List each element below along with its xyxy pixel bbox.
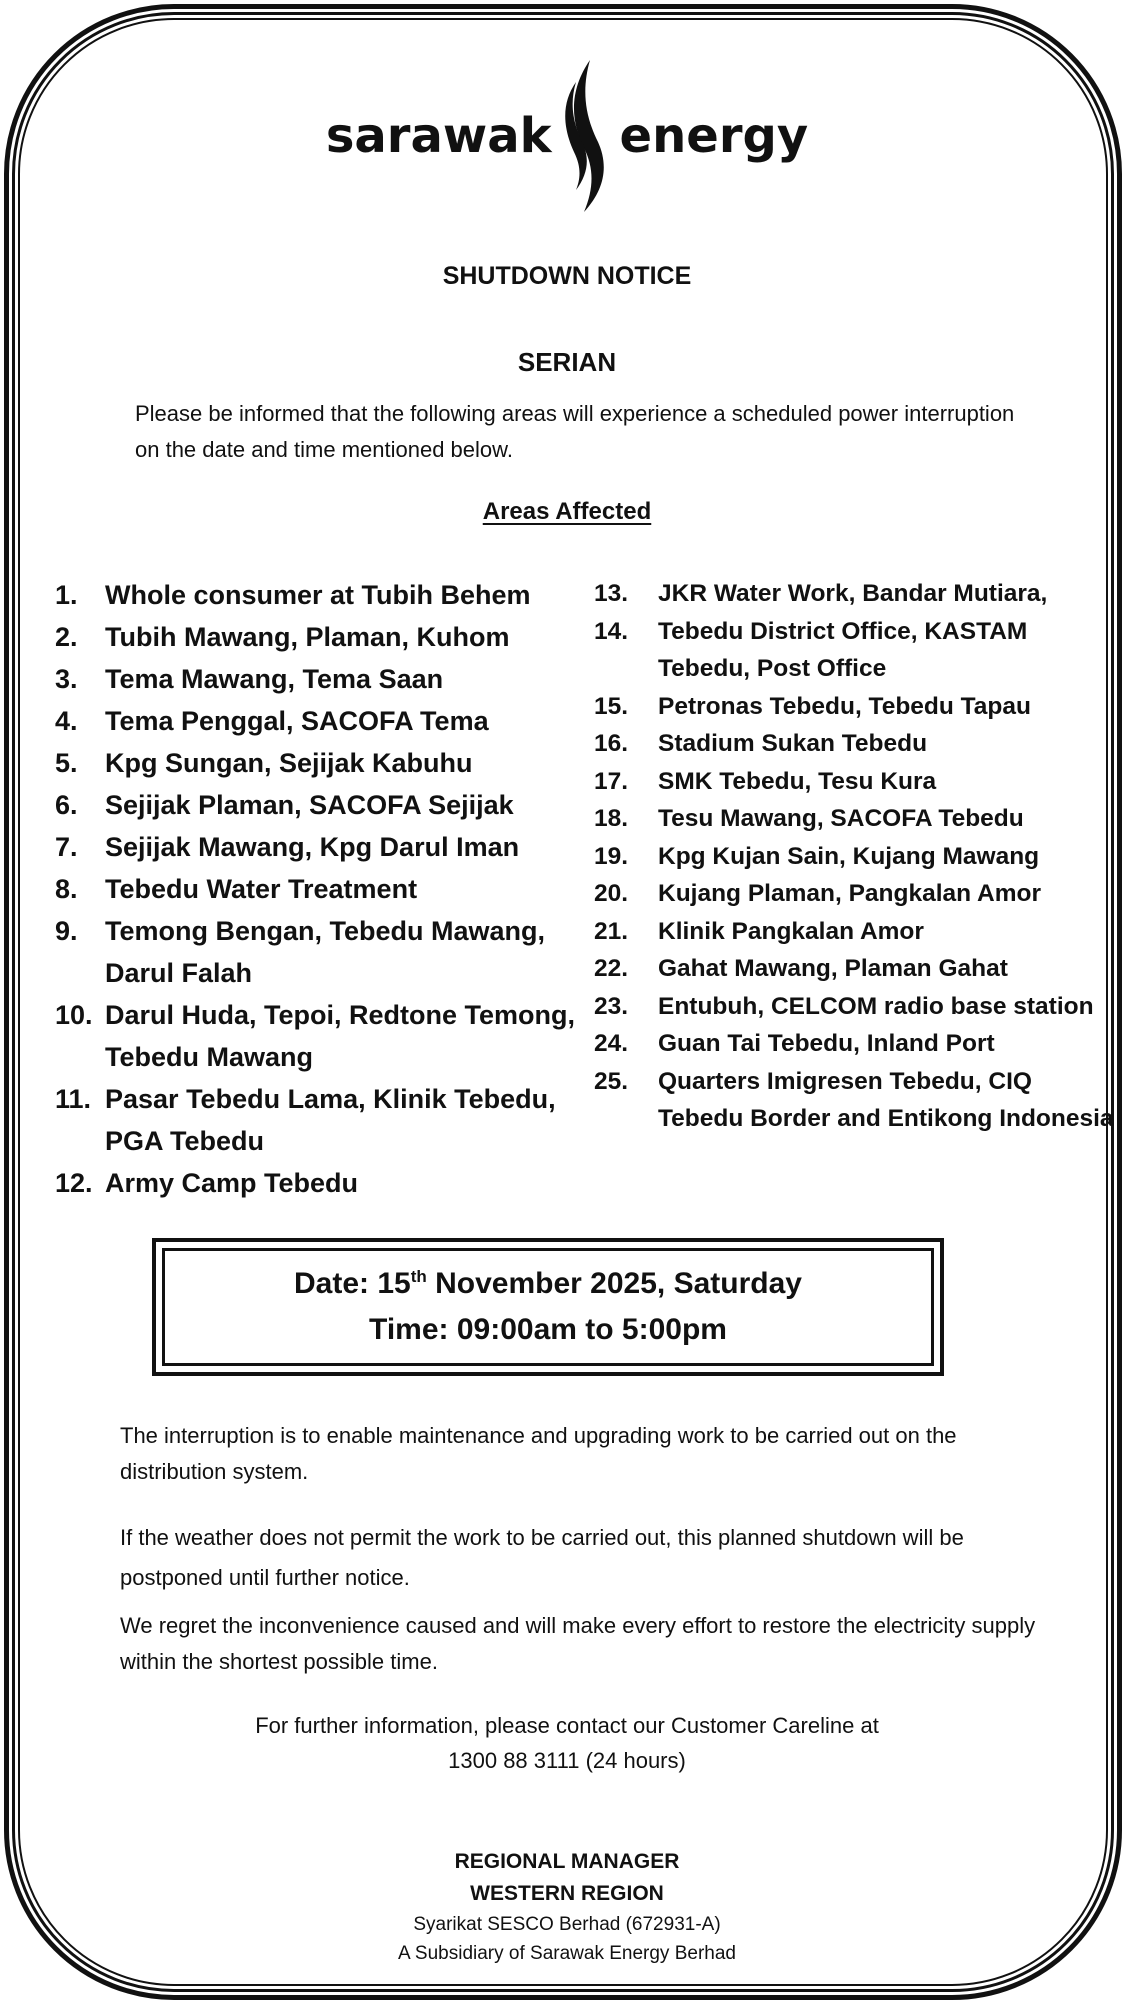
area-item bbox=[55, 658, 585, 700]
area-item bbox=[594, 838, 1114, 876]
contact-info bbox=[0, 1708, 1134, 1778]
contact-line: For further information, please contact our Customer Careline at bbox=[255, 1713, 879, 1738]
area-number: 19. bbox=[594, 842, 629, 870]
logo-right-word: energy bbox=[619, 108, 809, 164]
area-number: 21. bbox=[594, 917, 629, 945]
area-item bbox=[594, 575, 1114, 613]
area-name: Klinik Pangkalan Amor bbox=[658, 917, 924, 945]
area-item bbox=[594, 800, 1114, 838]
area-number: 15. bbox=[594, 692, 629, 720]
apology-paragraph: We regret the inconvenience caused and will make every effort to restore the electricity supply within the shortest possible time. bbox=[120, 1613, 1036, 1674]
area-item bbox=[55, 910, 585, 994]
areas-affected-heading: Areas Affected bbox=[482, 498, 652, 525]
signature-block bbox=[0, 1846, 1134, 1968]
area-name: Sejijak Mawang, Kpg Darul Iman bbox=[105, 832, 520, 862]
signatory-title: REGIONAL MANAGER bbox=[454, 1850, 680, 1873]
weather-paragraph: If the weather does not permit the work to be carried out, this planned shutdown will be postponed until further notice. bbox=[120, 1525, 964, 1590]
area-name: Guan Tai Tebedu, Inland Port bbox=[658, 1030, 995, 1057]
date-ordinal-suffix: th bbox=[410, 1267, 427, 1286]
area-name: Tubih Mawang, Plaman, Kuhom bbox=[105, 622, 510, 652]
area-name: Sejijak Plaman, SACOFA Sejijak bbox=[105, 790, 514, 820]
area-number: 20. bbox=[594, 880, 629, 907]
area-name: Quarters Imigresen Tebedu, CIQ Tebedu Border and Entikong Indonesia bbox=[658, 1067, 1114, 1132]
area-name: Kujang Plaman, Pangkalan Amor bbox=[658, 880, 1042, 907]
area-number: 2. bbox=[55, 622, 78, 652]
area-number: 3. bbox=[55, 664, 78, 694]
area-number: 24. bbox=[594, 1030, 629, 1057]
area-name: Tebedu District Office, KASTAM Tebedu, Post Office bbox=[658, 617, 1028, 682]
area-item bbox=[55, 700, 585, 742]
area-item bbox=[594, 763, 1114, 801]
logo-left-word: sarawak bbox=[325, 108, 552, 164]
area-item bbox=[594, 913, 1114, 951]
area-number: 1. bbox=[55, 580, 78, 610]
area-number: 16. bbox=[594, 730, 629, 757]
area-number: 8. bbox=[55, 874, 78, 904]
area-name: Stadium Sukan Tebedu bbox=[658, 730, 928, 757]
flame-icon bbox=[554, 56, 618, 216]
notice-title: SHUTDOWN NOTICE bbox=[442, 262, 692, 290]
date-label: Date: 15 bbox=[294, 1267, 411, 1300]
area-number: 11. bbox=[55, 1084, 92, 1114]
area-item bbox=[594, 988, 1114, 1026]
area-number: 14. bbox=[594, 617, 629, 645]
area-name: Tema Penggal, SACOFA Tema bbox=[105, 706, 489, 736]
area-number: 23. bbox=[594, 992, 629, 1020]
area-item bbox=[55, 826, 585, 868]
area-item bbox=[594, 688, 1114, 726]
area-item bbox=[594, 1025, 1114, 1063]
area-name: Petronas Tebedu, Tebedu Tapau bbox=[658, 692, 1031, 720]
company-name: Syarikat SESCO Berhad (672931-A) bbox=[413, 1914, 721, 1935]
area-item bbox=[594, 875, 1114, 913]
area-number: 18. bbox=[594, 805, 629, 832]
area-number: 7. bbox=[55, 832, 78, 862]
reason-paragraph: The interruption is to enable maintenance and upgrading work to be carried out on the distribution system. bbox=[120, 1423, 957, 1484]
area-name: Army Camp Tebedu bbox=[105, 1168, 359, 1198]
areas-list-right bbox=[594, 575, 1114, 1138]
area-item bbox=[594, 613, 1114, 688]
area-number: 17. bbox=[594, 767, 629, 795]
area-name: Tema Mawang, Tema Saan bbox=[105, 664, 444, 694]
area-item bbox=[594, 1063, 1114, 1138]
area-name: Tebedu Water Treatment bbox=[105, 874, 418, 904]
area-item bbox=[55, 616, 585, 658]
area-number: 6. bbox=[55, 790, 78, 820]
area-name: Entubuh, CELCOM radio base station bbox=[658, 992, 1094, 1020]
careline-number: 1300 88 3111 (24 hours) bbox=[448, 1748, 686, 1773]
area-name: Gahat Mawang, Plaman Gahat bbox=[658, 955, 1008, 982]
area-name: Tesu Mawang, SACOFA Tebedu bbox=[658, 805, 1024, 832]
intro-paragraph: Please be informed that the following areas will experience a scheduled power interruption on the date and time mentioned below. bbox=[135, 401, 1015, 462]
areas-list-left bbox=[55, 574, 585, 1204]
company-logo bbox=[0, 56, 1134, 216]
area-name: Kpg Sungan, Sejijak Kabuhu bbox=[105, 748, 473, 778]
area-number: 5. bbox=[55, 748, 78, 778]
area-item bbox=[55, 784, 585, 826]
area-name: SMK Tebedu, Tesu Kura bbox=[658, 767, 937, 795]
signatory-region: WESTERN REGION bbox=[470, 1882, 664, 1905]
area-number: 9. bbox=[55, 916, 78, 946]
area-number: 13. bbox=[594, 580, 629, 607]
location-title: SERIAN bbox=[517, 347, 617, 377]
schedule-time: Time: 09:00am to 5:00pm bbox=[369, 1313, 727, 1346]
area-number: 12. bbox=[55, 1168, 93, 1198]
date-rest: November 2025, Saturday bbox=[426, 1267, 802, 1300]
area-name: Temong Bengan, Tebedu Mawang, Darul Falah bbox=[105, 916, 546, 988]
area-item bbox=[55, 868, 585, 910]
area-item bbox=[594, 950, 1114, 988]
area-item bbox=[55, 1162, 585, 1204]
area-number: 25. bbox=[594, 1067, 629, 1095]
area-item bbox=[55, 742, 585, 784]
parent-company: A Subsidiary of Sarawak Energy Berhad bbox=[398, 1943, 736, 1964]
area-item bbox=[55, 994, 585, 1078]
schedule-date bbox=[294, 1261, 802, 1307]
area-name: JKR Water Work, Bandar Mutiara, bbox=[658, 580, 1048, 607]
area-item bbox=[55, 574, 585, 616]
area-item bbox=[594, 725, 1114, 763]
area-number: 10. bbox=[55, 1000, 93, 1030]
area-name: Whole consumer at Tubih Behem bbox=[105, 580, 531, 610]
area-item bbox=[55, 1078, 585, 1162]
schedule-box bbox=[152, 1238, 944, 1376]
area-name: Pasar Tebedu Lama, Klinik Tebedu, PGA Tebedu bbox=[105, 1084, 556, 1156]
area-number: 22. bbox=[594, 955, 629, 982]
area-number: 4. bbox=[55, 706, 78, 736]
area-name: Darul Huda, Tepoi, Redtone Temong, Tebedu Mawang bbox=[105, 1000, 576, 1072]
area-name: Kpg Kujan Sain, Kujang Mawang bbox=[658, 842, 1040, 870]
